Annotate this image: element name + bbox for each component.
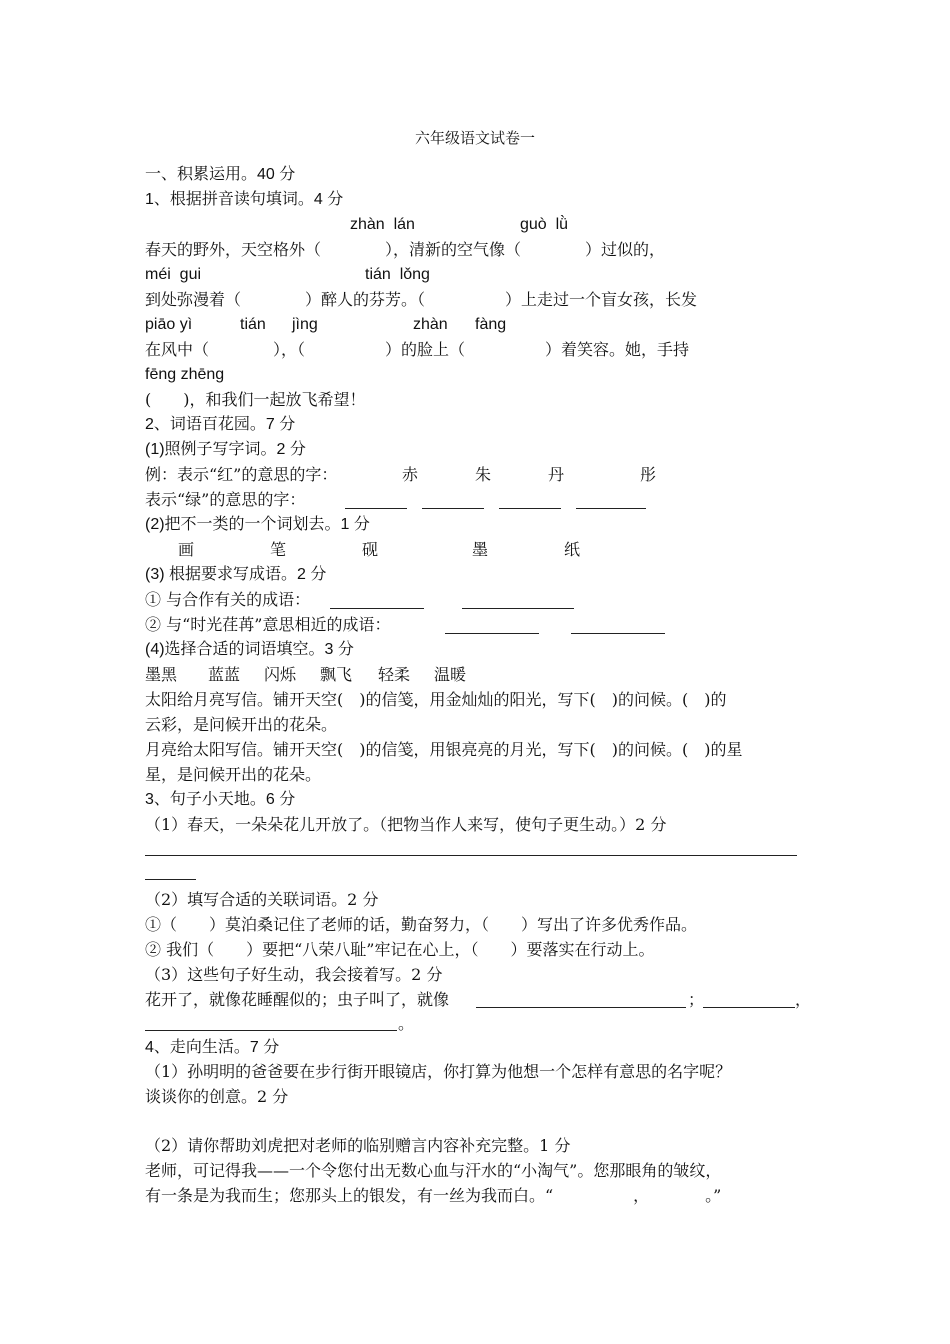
answer-blank[interactable] [476, 1007, 686, 1008]
example-word: 赤 [402, 465, 419, 484]
pinyin-zhan: zhàn [413, 316, 448, 333]
choice-word: 轻柔 [378, 665, 411, 684]
choice-word: 温暖 [434, 665, 467, 684]
q4-part1-line-2: 谈谈你的创意。2 分 [145, 1087, 289, 1106]
pinyin-tianlong: tián lǒng [365, 266, 430, 283]
pinyin-tian: tián [240, 316, 266, 333]
q1-line-2: 到处弥漫着（ ）醉人的芬芳。（ ）上走过一个盲女孩，长发 [145, 290, 698, 309]
q3-part1: （1）春天，一朵朵花儿开放了。（把物当作人来写，使句子更生动。）2 分 [145, 815, 667, 834]
q4-part2-title: （2）请你帮助刘虎把对老师的临别赠言内容补充完整。1 分 [145, 1136, 571, 1155]
category-word[interactable]: 墨 [472, 540, 489, 559]
q2-part4-title: (4)选择合适的词语填空。3 分 [145, 641, 354, 658]
pinyin-guolv: guò lǜ [520, 216, 569, 233]
answer-blank[interactable] [330, 608, 424, 609]
example-word: 丹 [548, 465, 565, 484]
q2-sun-line-2: 云彩，是问候开出的花朵。 [145, 715, 338, 734]
category-word[interactable]: 砚 [362, 540, 379, 559]
answer-blank[interactable] [571, 633, 665, 634]
exam-title: 六年级语文试卷一 [414, 129, 535, 147]
q3-conj-b: ② 我们（ ）要把“八荣八耻”牢记在心上，（ ）要落实在行动上。 [145, 940, 655, 959]
choice-word: 飘飞 [320, 665, 353, 684]
q2-idiom-a: ① 与合作有关的成语： [145, 590, 311, 609]
pinyin-meigui: méi gui [145, 266, 202, 283]
answer-blank[interactable] [445, 633, 539, 634]
choice-word: 蓝蓝 [208, 665, 241, 684]
answer-blank[interactable] [422, 508, 484, 509]
answer-line[interactable] [145, 879, 196, 880]
q3-part3-title: （3）这些句子好生动，我会接着写。2 分 [145, 965, 443, 984]
q2-part1-title: (1)照例子写字词。2 分 [145, 441, 306, 458]
category-word[interactable]: 笔 [270, 540, 287, 559]
q2-idiom-b: ② 与“时光荏苒”意思相近的成语： [145, 615, 391, 634]
q2-green-label: 表示“绿”的意思的字： [145, 490, 306, 509]
category-word[interactable]: 画 [178, 540, 195, 559]
q2-moon-line-1: 月亮给太阳写信。铺开天空( )的信笺，用银亮亮的月光，写下( )的问候。( )的星 [145, 740, 743, 759]
example-word: 彤 [640, 465, 657, 484]
answer-blank[interactable] [499, 508, 561, 509]
pinyin-jing: jìng [292, 316, 318, 333]
q2-sun-line-1: 太阳给月亮写信。铺开天空( )的信笺，用金灿灿的阳光，写下( )的问候。( )的 [145, 690, 727, 709]
answer-line[interactable] [145, 855, 797, 856]
q4-part2-line-2: 有一条是为我而生；您那头上的银发，有一丝为我而白。“ ， 。” [145, 1186, 722, 1205]
answer-blank[interactable] [345, 508, 407, 509]
q2-moon-line-2: 星，是问候开出的花朵。 [145, 765, 322, 784]
pinyin-fengzheng: fēng zhēng [145, 366, 225, 383]
q4-part2-line-1: 老师，可记得我——一个令您付出无数心血与汗水的“小淘气”。您那眼角的皱纹， [145, 1161, 722, 1180]
punct-semicolon: ； [688, 990, 705, 1009]
answer-blank[interactable] [576, 508, 646, 509]
q1-line-1: 春天的野外，天空格外（ ），清新的空气像（ ）过似的， [145, 240, 666, 259]
q1-title: 1、根据拼音读句填词。4 分 [145, 191, 344, 208]
q2-part3-title: (3) 根据要求写成语。2 分 [145, 566, 327, 583]
q4-title: 4、走向生活。7 分 [145, 1039, 280, 1056]
q1-line-4: ( )，和我们一起放飞希望！ [145, 390, 366, 409]
pinyin-fang: fàng [475, 316, 507, 333]
pinyin-piaoyi: piāo yì [145, 316, 193, 333]
category-word[interactable]: 纸 [564, 540, 581, 559]
q3-part2-title: （2）填写合适的关联词语。2 分 [145, 890, 379, 909]
punct-comma: ， [795, 990, 812, 1009]
q2-part2-title: (2)把不一类的一个词划去。1 分 [145, 516, 370, 533]
q2-title: 2、词语百花园。7 分 [145, 416, 296, 433]
q3-title: 3、句子小天地。6 分 [145, 791, 296, 808]
q4-part1-line-1: （1）孙明明的爸爸要在步行街开眼镜店，你打算为他想一个怎样有意思的名字呢？ [145, 1062, 732, 1081]
choice-word: 墨黑 [145, 665, 178, 684]
q1-line-3: 在风中（ ），（ ）的脸上（ ）着笑容。她，手持 [145, 340, 690, 359]
example-word: 朱 [475, 465, 492, 484]
answer-blank[interactable] [462, 608, 574, 609]
section-1-header: 一、积累运用。40 分 [145, 166, 296, 183]
choice-word: 闪烁 [264, 665, 297, 684]
answer-blank[interactable] [703, 1007, 795, 1008]
q2-example-label: 例：表示“红”的意思的字： [145, 465, 338, 484]
pinyin-zhanlan: zhàn lán [350, 216, 415, 233]
q3-conj-a: ①（ ）莫泊桑记住了老师的话，勤奋努力，（ ）写出了许多优秀作品。 [145, 915, 698, 934]
answer-blank[interactable] [145, 1030, 397, 1031]
q3-simile-line: 花开了，就像花睡醒似的；虫子叫了，就像 [145, 990, 450, 1009]
punct-period: 。 [398, 1014, 415, 1033]
